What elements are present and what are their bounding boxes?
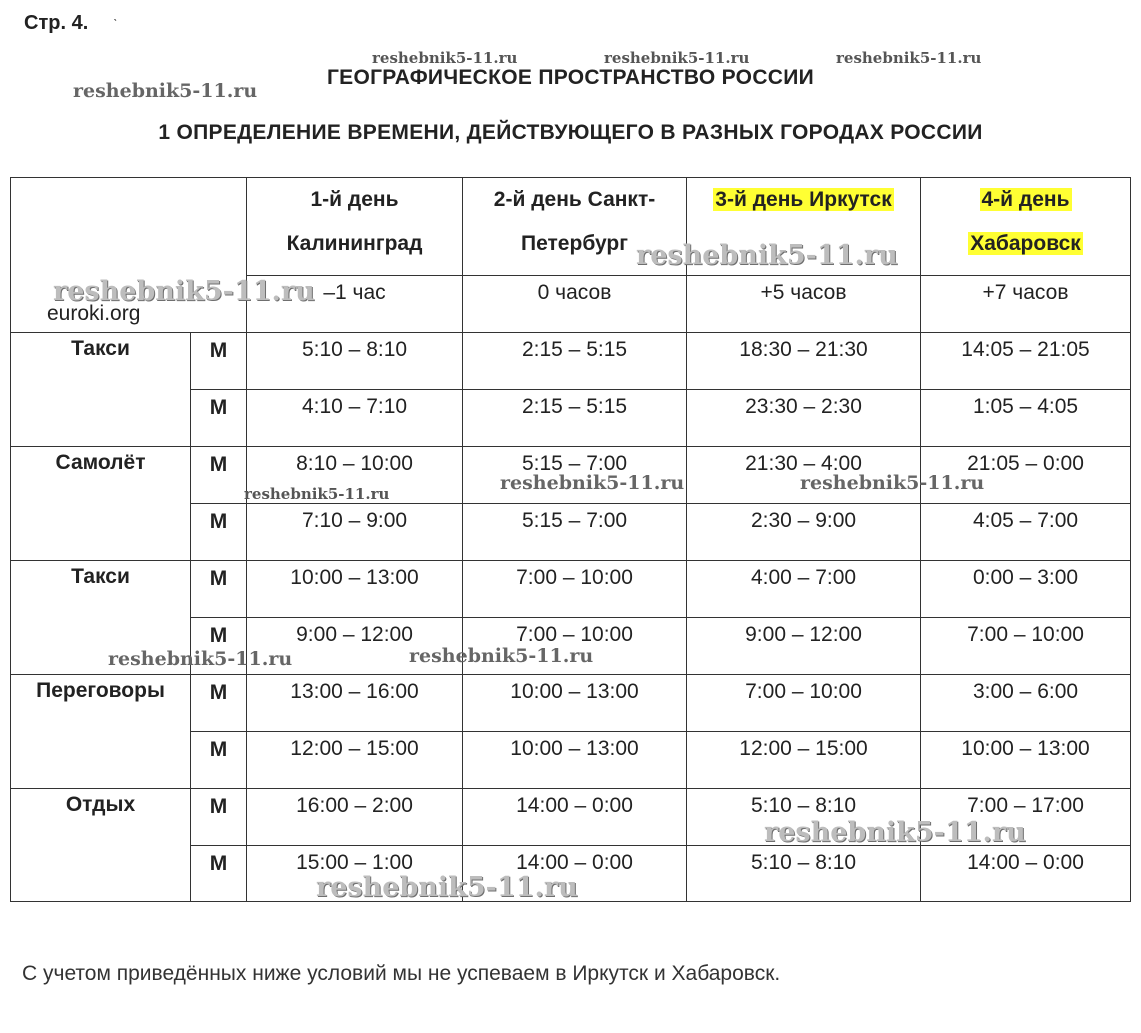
time-cell: 18:30 – 21:30: [687, 333, 921, 390]
time-cell: 14:00 – 0:00: [921, 846, 1131, 902]
table-row: [11, 675, 1131, 732]
time-cell: 1:05 – 4:05: [921, 390, 1131, 447]
time-table: [10, 177, 1131, 902]
time-cell: 9:00 – 12:00: [687, 618, 921, 675]
watermark: reshebnik5-11.ru: [316, 872, 578, 903]
table-row: [11, 447, 1131, 504]
time-cell: 5:10 – 8:10: [687, 846, 921, 902]
time-cell: 12:00 – 15:00: [247, 732, 463, 789]
watermark: reshebnik5-11.ru: [500, 472, 685, 494]
header-day-4: 4-й день Хабаровск: [921, 178, 1131, 276]
watermark: reshebnik5-11.ru: [409, 645, 594, 667]
table-row: [11, 561, 1131, 618]
mark-red: М: [191, 789, 247, 846]
time-cell: 0:00 – 3:00: [921, 561, 1131, 618]
time-cell: 7:10 – 9:00: [247, 504, 463, 561]
mark-green: М: [191, 618, 247, 675]
time-cell: 2:15 – 5:15: [463, 333, 687, 390]
category-label: Такси: [11, 333, 191, 447]
watermark: reshebnik5-11.ru: [764, 817, 1026, 848]
page-label-tick: ˋ: [113, 16, 118, 32]
category-label: Самолёт: [11, 447, 191, 561]
time-cell: 7:00 – 10:00: [463, 618, 687, 675]
time-cell: 4:00 – 7:00: [687, 561, 921, 618]
schedule-body: [11, 333, 1131, 902]
time-cell: 10:00 – 13:00: [921, 732, 1131, 789]
watermark: reshebnik5-11.ru: [73, 80, 258, 102]
time-cell: 10:00 – 13:00: [463, 732, 687, 789]
table-row: [11, 789, 1131, 846]
mark-green: М: [191, 390, 247, 447]
time-cell: 7:00 – 10:00: [687, 675, 921, 732]
time-cell: 21:30 – 4:00: [687, 447, 921, 504]
time-cell: 15:00 – 1:00: [247, 846, 463, 902]
time-cell: 10:00 – 13:00: [247, 561, 463, 618]
time-cell: 3:00 – 6:00: [921, 675, 1131, 732]
time-cell: 13:00 – 16:00: [247, 675, 463, 732]
mark-red: М: [191, 675, 247, 732]
time-cell: 5:10 – 8:10: [247, 333, 463, 390]
time-cell: 10:00 – 13:00: [463, 675, 687, 732]
watermark: reshebnik5-11.ru: [636, 240, 898, 271]
mark-green: М: [191, 732, 247, 789]
time-cell: 4:10 – 7:10: [247, 390, 463, 447]
time-cell: 7:00 – 17:00: [921, 789, 1131, 846]
time-cell: 4:05 – 7:00: [921, 504, 1131, 561]
offset-day-3: +5 часов: [687, 276, 921, 333]
footer-note: С учетом приведённых ниже условий мы не успеваем в Иркутск и Хабаровск.: [22, 962, 781, 985]
section-title: 1 ОПРЕДЕЛЕНИЕ ВРЕМЕНИ, ДЕЙСТВУЮЩЕГО В РАЗНЫХ ГОРОДАХ РОССИИ: [158, 121, 983, 144]
time-cell: 14:05 – 21:05: [921, 333, 1131, 390]
brand-label: euroki.org: [11, 178, 247, 333]
mark-green: М: [191, 504, 247, 561]
category-label: Отдых: [11, 789, 191, 902]
offset-day-1: –1 час: [247, 276, 463, 333]
watermark: reshebnik5-11.ru: [53, 276, 315, 307]
mark-red: М: [191, 561, 247, 618]
offset-day-2: 0 часов: [463, 276, 687, 333]
header-day-1: 1-й день Калининград: [247, 178, 463, 276]
watermark: reshebnik5-11.ru: [604, 49, 750, 67]
time-cell: 5:10 – 8:10: [687, 789, 921, 846]
time-cell: 14:00 – 0:00: [463, 846, 687, 902]
time-cell: 12:00 – 15:00: [687, 732, 921, 789]
time-cell: 7:00 – 10:00: [463, 561, 687, 618]
watermark: reshebnik5-11.ru: [800, 472, 985, 494]
time-cell: 21:05 – 0:00: [921, 447, 1131, 504]
mark-red: М: [191, 333, 247, 390]
time-cell: 9:00 – 12:00: [247, 618, 463, 675]
page-label: Стр. 4.: [24, 12, 89, 34]
time-cell: 23:30 – 2:30: [687, 390, 921, 447]
mark-green: М: [191, 846, 247, 902]
page-title: ГЕОГРАФИЧЕСКОЕ ПРОСТРАНСТВО РОССИИ: [326, 66, 815, 89]
table-row: [11, 333, 1131, 390]
time-cell: 14:00 – 0:00: [463, 789, 687, 846]
watermark: reshebnik5-11.ru: [372, 49, 518, 67]
time-cell: 5:15 – 7:00: [463, 504, 687, 561]
time-cell: 8:10 – 10:00: [247, 447, 463, 504]
category-label: Переговоры: [11, 675, 191, 789]
watermark: reshebnik5-11.ru: [108, 648, 293, 670]
mark-red: М: [191, 447, 247, 504]
offset-day-4: +7 часов: [921, 276, 1131, 333]
time-cell: 7:00 – 10:00: [921, 618, 1131, 675]
header-day-3: 3-й день Иркутск: [687, 178, 921, 276]
header-day-2: 2-й день Санкт- Петербург: [463, 178, 687, 276]
time-cell: 2:15 – 5:15: [463, 390, 687, 447]
time-cell: 5:15 – 7:00: [463, 447, 687, 504]
category-label: Такси: [11, 561, 191, 675]
watermark: reshebnik5-11.ru: [836, 49, 982, 67]
time-cell: 16:00 – 2:00: [247, 789, 463, 846]
watermark: reshebnik5-11.ru: [244, 485, 390, 503]
time-cell: 2:30 – 9:00: [687, 504, 921, 561]
